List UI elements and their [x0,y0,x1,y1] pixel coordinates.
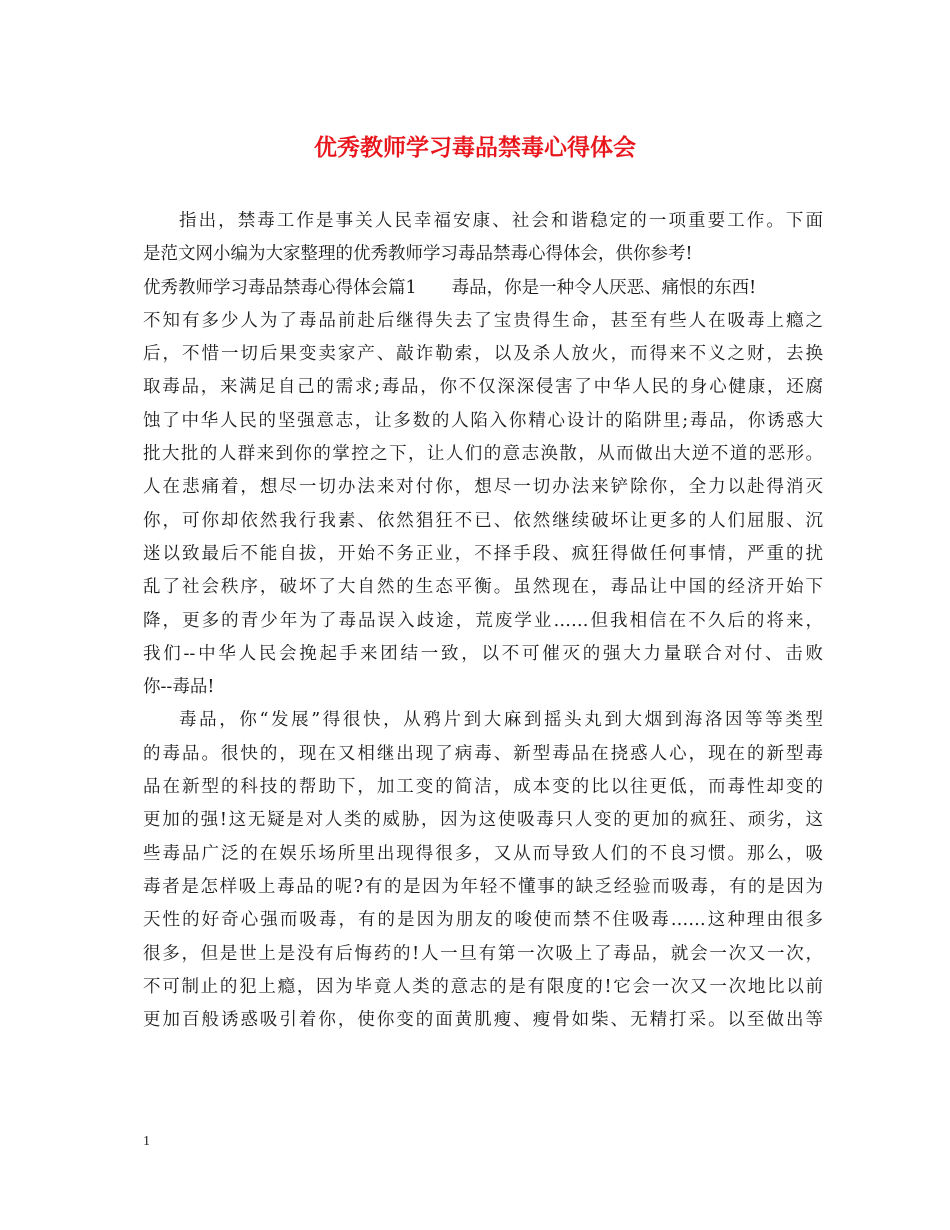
document-body [143,205,823,1037]
text-line: 更加百般诱惑吸引着你，使你变的面黄肌瘦、瘦骨如柴、无精打采。以至做出等 [143,1010,823,1031]
text-line: 不知有多少人为了毒品前赴后继得失去了宝贵得生命，甚至有些人在吸毒上瘾之 [143,310,823,331]
text-line: 我们--中华人民会挽起手来团结一致，以不可催灭的强大力量联合对付、击败 [143,643,823,664]
text-line: 乱了社会秩序，破坏了大自然的生态平衡。虽然现在，毒品让中国的经济开始下 [143,577,823,598]
document-title: 优秀教师学习毒品禁毒心得体会 [314,134,636,161]
text-line: 品在新型的科技的帮助下，加工变的简洁，成本变的比以往更低，而毒性却变的 [143,777,823,798]
text-line: 毒者是怎样吸上毒品的呢?有的是因为年轻不懂事的缺乏经验而吸毒，有的是因为 [143,876,823,897]
text-line: 很多，但是世上是没有后悔药的!人一旦有第一次吸上了毒品，就会一次又一次， [143,943,823,964]
text-line: 指出，禁毒工作是事关人民幸福安康、社会和谐稳定的一项重要工作。下面 [179,211,823,231]
text-line: 更加的强!这无疑是对人类的威胁，因为这使吸毒只人变的更加的疯狂、顽劣，这 [143,810,823,831]
text-line: 取毒品，来满足自己的需求;毒品，你不仅深深侵害了中华人民的身心健康，还腐 [143,377,823,398]
text-line: 毒品，你“发展”得很快，从鸦片到大麻到摇头丸到大烟到海洛因等等类型 [179,710,823,731]
text-line: 你，可你却依然我行我素、依然猖狂不已、依然继续破坏让更多的人们屈服、沉 [143,510,823,531]
text-line: 迷以致最后不能自拔，开始不务正业，不择手段、疯狂得做任何事情，严重的扰 [143,543,823,564]
text-line: 些毒品广泛的在娱乐场所里出现得很多，又从而导致人们的不良习惯。那么，吸 [143,843,823,864]
text-line: 你--毒品! [143,677,215,698]
text-line: 天性的好奇心强而吸毒，有的是因为朋友的唆使而禁不住吸毒……这种理由很多 [143,910,823,931]
text-line: 后，不惜一切后果变卖家产、敲诈勒索，以及杀人放火，而得来不义之财，去换 [143,344,823,365]
text-line: 优秀教师学习毒品禁毒心得体会篇1 毒品，你是一种令人厌恶、痛恨的东西! [143,277,757,298]
page-number: 1 [143,1134,150,1149]
text-line: 的毒品。很快的，现在又相继出现了病毒、新型毒品在挠惑人心，现在的新型毒 [143,743,823,764]
text-line: 不可制止的犯上瘾，因为毕竟人类的意志的是有限度的!它会一次又一次地比以前 [143,976,823,997]
text-line: 是范文网小编为大家整理的优秀教师学习毒品禁毒心得体会，供你参考! [143,244,693,265]
text-line: 降，更多的青少年为了毒品误入歧途，荒废学业……但我相信在不久后的将来， [143,610,823,631]
text-line: 批大批的人群来到你的掌控之下，让人们的意志涣散，从而做出大逆不道的恶形。 [143,444,823,465]
text-line: 蚀了中华人民的坚强意志，让多数的人陷入你精心设计的陷阱里;毒品，你诱惑大 [143,410,823,431]
text-line: 人在悲痛着，想尽一切办法来对付你，想尽一切办法来铲除你，全力以赴得消灭 [143,477,823,498]
